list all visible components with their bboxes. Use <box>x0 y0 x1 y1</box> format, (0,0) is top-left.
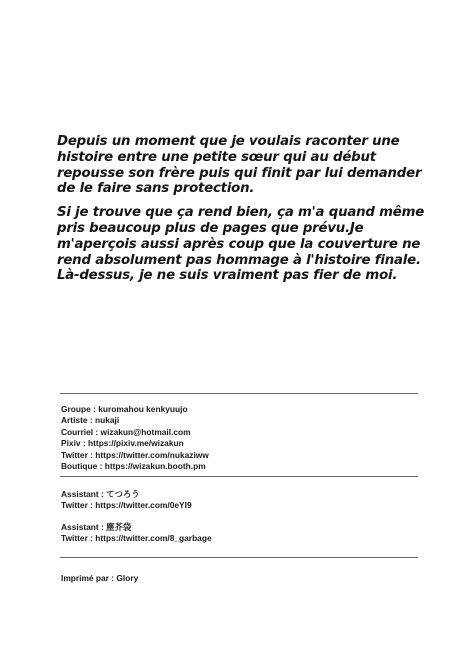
credit-artist: Artiste : nukaji <box>61 415 120 426</box>
afterword-message <box>57 134 429 292</box>
message-line: de le faire sans protection. <box>57 181 255 197</box>
message-line: histoire entre une petite sœur qui au début <box>57 149 376 165</box>
message-line: pris beaucoup plus de pages que prévu.Je <box>57 220 364 236</box>
credit-twitter: Twitter : https://twitter.com/nukaziww <box>61 449 209 460</box>
credit-assistant-2-twitter: Twitter : https://twitter.com/8_garbage <box>61 533 212 544</box>
message-paragraph-2 <box>57 205 429 284</box>
credit-shop: Boutique : https://wizakun.booth.pm <box>61 461 206 472</box>
divider-rule <box>60 476 418 477</box>
credit-pixiv: Pixiv : https://pixiv.me/wizakun <box>61 438 184 449</box>
credit-assistant-1-twitter: Twitter : https://twitter.com/0eYI9 <box>61 500 192 511</box>
credit-assistant-2: Assistant : 塵芥袋 <box>61 521 132 532</box>
credits-printer <box>61 573 421 584</box>
credit-email: Courriel : wizakun@hotmail.com <box>61 426 191 437</box>
message-line: Là-dessus, je ne suis vraiment pas fier de moi. <box>57 268 398 284</box>
credits-main <box>61 404 421 472</box>
message-paragraph-1 <box>57 134 429 197</box>
credits-assistants <box>61 489 421 545</box>
divider-rule <box>60 557 418 558</box>
message-line: repousse son frère puis qui finit par lui demander <box>57 165 422 181</box>
message-line: rend absolument pas hommage à l'histoire finale. <box>57 252 421 268</box>
divider-rule <box>60 393 418 394</box>
message-line: m'aperçois aussi après coup que la couverture ne <box>57 236 421 252</box>
credit-assistant-1: Assistant : てつろう <box>61 489 140 499</box>
message-line: Depuis un moment que je voulais raconter une <box>57 134 400 149</box>
message-line: Si je trouve que ça rend bien, ça m'a quand même <box>57 205 425 221</box>
credit-printer: Imprimé par : Glory <box>61 573 139 583</box>
spacer <box>61 512 421 522</box>
credit-group: Groupe : kuromahou kenkyuujo <box>61 404 188 414</box>
